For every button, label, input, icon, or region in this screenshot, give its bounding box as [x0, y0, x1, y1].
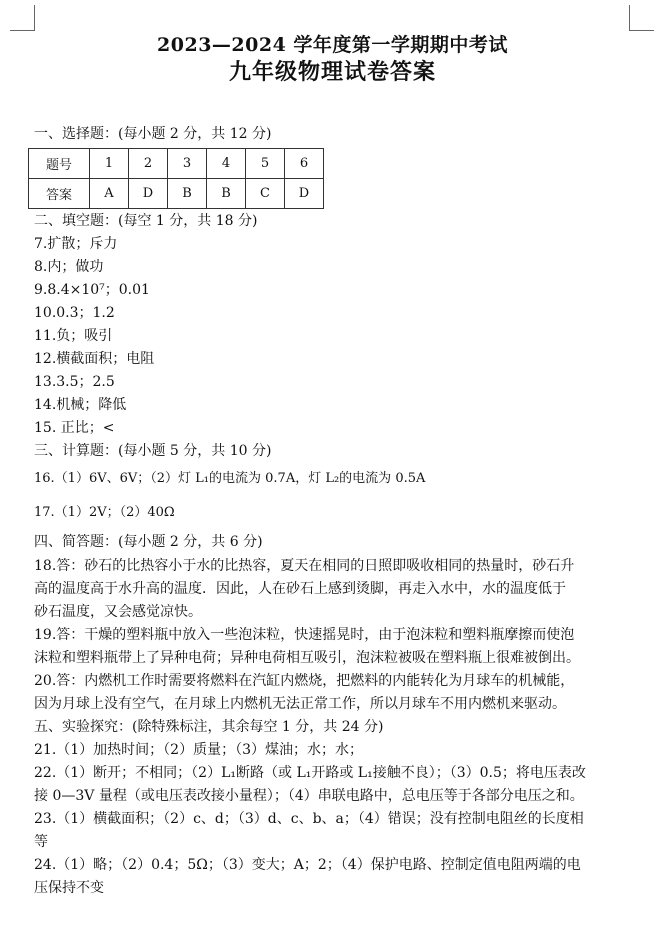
crop-mark-top-left-v	[34, 5, 35, 30]
table-cell: A	[90, 179, 129, 209]
answer-q15: 15. 正比；<	[34, 420, 115, 436]
section-fill-heading: 二、填空题：(每空 1 分，共 18 分)	[34, 213, 258, 229]
document-title: 2023—2024 学年度第一学期期中考试	[157, 34, 508, 56]
table-cell: D	[285, 179, 324, 209]
answer-q19-line1: 19.答：干燥的塑料瓶中放入一些泡沫粒，快速摇晃时，由于泡沫粒和塑料瓶摩擦而使泡	[34, 627, 575, 643]
answer-q12: 12.横截面积；电阻	[34, 351, 155, 367]
document-subtitle: 九年级物理试卷答案	[228, 59, 436, 85]
answer-q10: 10.0.3；1.2	[34, 305, 115, 321]
answer-q22-line2: 接 0—3V 量程（或电压表改接小量程）；（4）串联电路中，总电压等于各部分电压之和。	[34, 788, 584, 804]
section-short-heading: 四、简答题：(每小题 2 分，共 6 分)	[34, 534, 263, 550]
answer-q13: 13.3.5；2.5	[34, 374, 115, 390]
answer-q23-line1: 23.（1）横截面积；（2）c、d；（3）d、c、b、a；（4）错误；没有控制电阻丝的长度相	[34, 811, 584, 827]
section-calc-heading: 三、计算题：(每小题 5 分，共 10 分)	[34, 443, 272, 459]
table-row	[29, 179, 324, 209]
table-header-cell: 题号	[29, 149, 90, 179]
table-row	[29, 149, 324, 179]
table-cell: 3	[168, 149, 207, 179]
table-cell: 5	[246, 149, 285, 179]
answer-q21: 21.（1）加热时间；（2）质量；（3）煤油；水；水；	[34, 742, 363, 758]
answer-q16: 16.（1）6V、6V；（2）灯 L₁的电流为 0.7A，灯 L₂的电流为 0.5A	[34, 471, 426, 486]
answer-q18-line3: 砂石温度，又会感觉凉快。	[34, 604, 202, 620]
table-cell: D	[129, 179, 168, 209]
answer-table	[28, 148, 324, 209]
answer-q8: 8.内；做功	[34, 259, 104, 275]
crop-mark-top-right-v	[629, 5, 630, 30]
answer-q20-line1: 20.答：内燃机工作时需要将燃料在汽缸内燃烧，把燃料的内能转化为月球车的机械能，	[34, 673, 575, 689]
table-header-cell: 答案	[29, 179, 90, 209]
table-cell: B	[168, 179, 207, 209]
answer-q14: 14.机械；降低	[34, 397, 127, 413]
answer-q18-line1: 18.答：砂石的比热容小于水的比热容，夏天在相同的日照即吸收相同的热量时，砂石升	[34, 558, 575, 574]
table-cell: 2	[129, 149, 168, 179]
answer-q23-line2: 等	[34, 834, 48, 850]
table-cell: B	[207, 179, 246, 209]
table-cell: C	[246, 179, 285, 209]
section-experiment-heading: 五、实验探究：(除特殊标注，其余每空 1 分，共 24 分)	[34, 719, 384, 735]
answer-q11: 11.负；吸引	[34, 328, 113, 344]
answer-q24-line1: 24.（1）略；（2）0.4；5Ω；（3）变大；A；2；（4）保护电路、控制定值电阻两端的电	[34, 857, 581, 873]
answer-q17: 17.（1）2V；（2）40Ω	[34, 505, 175, 520]
table-cell: 6	[285, 149, 324, 179]
table-cell: 4	[207, 149, 246, 179]
answer-q20-line2: 因为月球上没有空气，在月球上内燃机无法正常工作，所以月球车不用内燃机来驱动。	[34, 696, 566, 712]
answer-q22-line1: 22.（1）断开；不相同；（2）L₁断路（或 L₁开路或 L₁接触不良）；（3）0.5；将电压表改	[34, 765, 586, 781]
table-cell: 1	[90, 149, 129, 179]
section-choice-heading: 一、选择题：(每小题 2 分，共 12 分)	[34, 126, 272, 142]
answer-q9: 9.8.4×10⁷；0.01	[34, 282, 150, 298]
answer-q7: 7.扩散；斥力	[34, 236, 118, 252]
answer-q19-line2: 沫粒和塑料瓶带上了异种电荷；异种电荷相互吸引，泡沫粒被吸在塑料瓶上很难被倒出。	[34, 650, 580, 666]
answer-q18-line2: 高的温度高于水升高的温度．因此，人在砂石上感到烫脚，再走入水中，水的温度低于	[34, 581, 566, 597]
answer-q24-line2: 压保持不变	[34, 880, 104, 896]
